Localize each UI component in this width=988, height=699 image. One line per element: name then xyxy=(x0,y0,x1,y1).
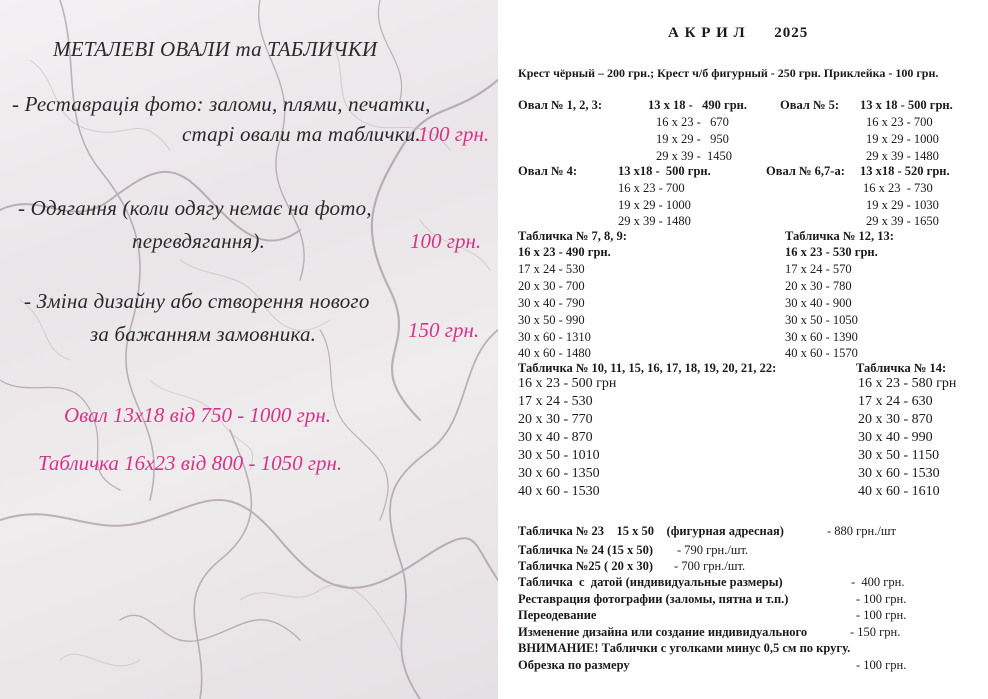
plate-14-row: 30 х 60 - 1530 xyxy=(858,466,940,481)
extra-price: - 100 грн. xyxy=(856,608,907,622)
plate-10-label: Табличка № 10, 11, 15, 16, 17, 18, 19, 20, 21, 22: xyxy=(518,361,777,375)
extra-item: Обрезка по размеру xyxy=(518,658,630,672)
oval-123-label: Овал № 1, 2, 3: xyxy=(518,98,603,112)
plate-1213-row: 16 х 23 - 530 грн. xyxy=(785,245,878,259)
oval-5-row: 16 х 23 - 700 xyxy=(866,115,933,129)
extra-item: Реставрация фотографии (заломы, пятна и т.п.) xyxy=(518,592,789,606)
oval-123-row: 29 х 39 - 1450 xyxy=(656,149,733,163)
extra-price: - 100 грн. xyxy=(856,658,907,672)
plate-789-row: 30 х 50 - 990 xyxy=(518,313,585,327)
price-design: 150 грн. xyxy=(408,318,480,342)
price-list-header: А К Р И Л 2025 xyxy=(668,25,809,41)
plate-14-row: 17 х 24 - 630 xyxy=(858,394,933,409)
cross-prices: Крест чёрный – 200 грн.; Крест ч/б фигурный - 250 грн. Приклейка - 100 грн. xyxy=(518,66,939,80)
plate-10-row: 40 х 60 - 1530 xyxy=(518,484,600,499)
plate-14-row: 40 х 60 - 1610 xyxy=(858,484,940,499)
oval-67-label: Овал № 6,7-а: xyxy=(766,164,845,178)
extra-item: Табличка с датой (индивидуальные размеры) xyxy=(518,575,783,589)
oval-5-label: Овал № 5: xyxy=(780,98,840,112)
extra-price: - 880 грн./шт xyxy=(827,524,896,538)
oval-4-label: Овал № 4: xyxy=(518,164,578,178)
plate-1213-row: 30 х 40 - 900 xyxy=(785,296,852,310)
service-dressing: - Одягання (коли одягу немає на фото, xyxy=(18,196,372,220)
plate-789-row: 40 х 60 - 1480 xyxy=(518,346,591,360)
oval-5-row: 19 х 29 - 1000 xyxy=(866,132,939,146)
price-restoration: 100 грн. xyxy=(418,122,490,146)
plate-10-row: 30 х 50 - 1010 xyxy=(518,448,600,463)
extra-item: Изменение дизайна или создание индивидуального xyxy=(518,625,808,639)
extra-price: - 150 грн. xyxy=(850,625,901,639)
plate-10-row: 17 х 24 - 530 xyxy=(518,394,593,409)
plate-offer: Табличка 16х23 від 800 - 1050 грн. xyxy=(38,451,343,475)
plate-14-row: 16 х 23 - 580 грн xyxy=(858,376,957,391)
plate-789-row: 30 х 60 - 1310 xyxy=(518,330,591,344)
plate-1213-row: 20 х 30 - 780 xyxy=(785,279,852,293)
extra-item: Табличка №25 ( 20 х 30) xyxy=(518,559,654,573)
oval-67-row: 19 х 29 - 1030 xyxy=(866,198,939,212)
extra-price: - 100 грн. xyxy=(856,592,907,606)
plate-789-row: 30 х 40 - 790 xyxy=(518,296,585,310)
price-dressing: 100 грн. xyxy=(410,229,482,253)
warning-note: ВНИМАНИЕ! Таблички с уголками минус 0,5 см по кругу. xyxy=(518,641,851,655)
plate-1213-label: Табличка № 12, 13: xyxy=(785,229,894,243)
extra-item: Табличка № 24 (15 х 50) xyxy=(518,543,654,557)
plate-10-row: 20 х 30 - 770 xyxy=(518,412,593,427)
price-list xyxy=(498,0,988,699)
service-restoration-cont: старі овали та таблички. xyxy=(182,122,421,146)
plate-1213-row: 40 х 60 - 1570 xyxy=(785,346,858,360)
extra-item: Табличка № 23 15 х 50 (фигурная адресная) xyxy=(518,524,784,538)
extra-item: Переодевание xyxy=(518,608,597,622)
service-design: - Зміна дизайну або створення нового xyxy=(24,289,370,313)
plate-14-row: 30 х 50 - 1150 xyxy=(858,448,940,463)
plate-789-label: Табличка № 7, 8, 9: xyxy=(518,229,627,243)
oval-4-row: 19 х 29 - 1000 xyxy=(618,198,691,212)
oval-offer: Овал 13х18 від 750 - 1000 грн. xyxy=(64,403,332,427)
plate-14-label: Табличка № 14: xyxy=(856,361,947,375)
plate-14-row: 30 х 40 - 990 xyxy=(858,430,933,445)
plate-10-row: 30 х 60 - 1350 xyxy=(518,466,600,481)
plate-10-row: 16 х 23 - 500 грн xyxy=(518,376,617,391)
extra-price: - 400 грн. xyxy=(851,575,905,589)
oval-4-row: 29 х 39 - 1480 xyxy=(618,214,691,228)
oval-123-row: 19 х 29 - 950 xyxy=(656,132,729,146)
oval-123-row: 16 х 23 - 670 xyxy=(656,115,729,129)
plate-1213-row: 17 х 24 - 570 xyxy=(785,262,852,276)
service-design-cont: за бажанням замовника. xyxy=(90,322,317,346)
left-title: МЕТАЛЕВІ ОВАЛИ та ТАБЛИЧКИ xyxy=(53,37,378,61)
oval-4-row: 13 х18 - 500 грн. xyxy=(618,164,711,178)
extra-price: - 700 грн./шт. xyxy=(674,559,746,573)
plate-789-row: 17 х 24 - 530 xyxy=(518,262,585,276)
oval-67-row: 29 х 39 - 1650 xyxy=(866,214,939,228)
oval-67-row: 16 х 23 - 730 xyxy=(863,181,933,195)
plate-1213-row: 30 х 60 - 1390 xyxy=(785,330,858,344)
plate-1213-row: 30 х 50 - 1050 xyxy=(785,313,858,327)
plate-10-row: 30 х 40 - 870 xyxy=(518,430,593,445)
oval-5-row: 29 х 39 - 1480 xyxy=(866,149,939,163)
plate-14-row: 20 х 30 - 870 xyxy=(858,412,933,427)
oval-67-row: 13 х18 - 520 грн. xyxy=(860,164,950,178)
plate-789-row: 20 х 30 - 700 xyxy=(518,279,585,293)
extra-price: - 790 грн./шт. xyxy=(677,543,749,557)
oval-4-row: 16 х 23 - 700 xyxy=(618,181,685,195)
oval-123-row: 13 х 18 - 490 грн. xyxy=(648,98,747,112)
oval-5-row: 13 х 18 - 500 грн. xyxy=(860,98,953,112)
service-restoration: - Реставрація фото: заломи, плями, печатки, xyxy=(12,92,431,116)
plate-789-row: 16 х 23 - 490 грн. xyxy=(518,245,611,259)
service-dressing-cont: перевдягання). xyxy=(132,229,266,253)
